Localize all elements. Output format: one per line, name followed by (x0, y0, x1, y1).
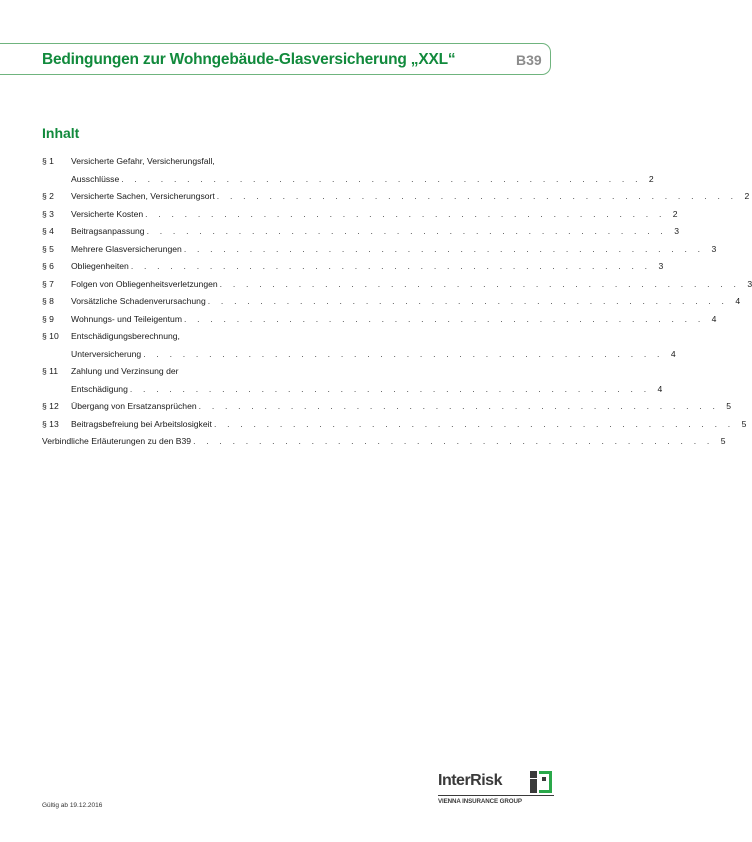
toc-section-title: Versicherte Sachen, Versicherungsort (71, 191, 215, 201)
document-code: B39 (516, 52, 542, 68)
toc-leader-dots: . . . . . . . . . . . . . . . . . . . . . . . . . . . . . . . . . . . . . . . . (183, 243, 705, 254)
toc-leader-dots: . . . . . . . . . . . . . . . . . . . . . . . . . . . . . . . . . . . . . . . . (184, 313, 705, 324)
toc-entry (42, 311, 717, 329)
toc-entry (42, 328, 676, 363)
toc-section-number: § 12 (42, 401, 59, 411)
logo-wordmark: InterRisk (438, 772, 502, 789)
toc-leader-dots: . . . . . . . . . . . . . . . . . . . . . . . . . . . . . . . . . . . . . . . . (146, 226, 667, 236)
toc-section-title: Zahlung und Verzinsung der (71, 366, 179, 376)
table-of-contents (42, 153, 752, 451)
toc-page-number: 4 (670, 348, 676, 359)
toc-entry (42, 153, 654, 188)
toc-section-title: Wohnungs- und Teileigentum (71, 313, 182, 324)
toc-entry (42, 206, 678, 224)
toc-entry (42, 276, 752, 294)
toc-page-number: 4 (735, 296, 741, 306)
toc-entry (42, 293, 741, 311)
toc-page-number: 2 (744, 191, 750, 201)
toc-section-title: Beitragsbefreiung bei Arbeitslosigkeit (71, 418, 212, 429)
toc-section-title: Versicherte Kosten (71, 208, 144, 219)
toc-page-number: 3 (711, 243, 717, 254)
validity-date: Gültig ab 19.12.2016 (42, 802, 103, 809)
toc-leader-dots: . . . . . . . . . . . . . . . . . . . . . . . . . . . . . . . . . . . . . . . . (143, 348, 664, 359)
toc-section-number: § 10 (42, 331, 59, 341)
toc-entry (42, 416, 747, 434)
toc-entry (42, 433, 726, 451)
toc-section-number: § 9 (42, 313, 54, 324)
toc-section-title-continued: Ausschlüsse (71, 173, 120, 184)
toc-page-number: 3 (747, 278, 752, 289)
toc-section-title: Obliegenheiten (71, 261, 129, 271)
toc-section-title: Versicherte Gefahr, Versicherungsfall, (71, 156, 215, 166)
toc-entry (42, 398, 732, 416)
toc-section-number: § 11 (42, 366, 59, 376)
toc-leader-dots: . . . . . . . . . . . . . . . . . . . . . . . . . . . . . . . . . . . . . . . . (213, 418, 735, 429)
toc-leader-dots: . . . . . . . . . . . . . . . . . . . . . . . . . . . . . . . . . . . . . . . . (198, 401, 720, 411)
toc-section-title: Entschädigungsberechnung, (71, 331, 180, 341)
toc-entry (42, 363, 663, 398)
toc-leader-dots: . . . . . . . . . . . . . . . . . . . . . . . . . . . . . . . . . . . . . . . . (121, 173, 642, 184)
toc-page-number: 3 (658, 261, 664, 271)
toc-leader-dots: . . . . . . . . . . . . . . . . . . . . . . . . . . . . . . . . . . . . . . . . (219, 278, 741, 289)
interrisk-logo (438, 770, 554, 810)
toc-page-number: 2 (672, 208, 678, 219)
toc-entry (42, 258, 664, 276)
toc-entry (42, 188, 750, 206)
toc-section-number: § 8 (42, 296, 54, 306)
toc-heading: Inhalt (42, 125, 80, 141)
toc-leader-dots: . . . . . . . . . . . . . . . . . . . . . . . . . . . . . . . . . . . . . . . . (207, 296, 729, 306)
toc-section-number: § 2 (42, 191, 54, 201)
toc-section-title: Mehrere Glasversicherungen (71, 243, 182, 254)
toc-leader-dots: . . . . . . . . . . . . . . . . . . . . . . . . . . . . . . . . . . . . . . . . (193, 436, 714, 446)
toc-section-number: § 4 (42, 226, 54, 236)
toc-leader-dots: . . . . . . . . . . . . . . . . . . . . . . . . . . . . . . . . . . . . . . . . (130, 261, 652, 271)
document-title: Bedingungen zur Wohngebäude-Glasversicherung „XXL“ (42, 51, 456, 68)
logo-divider (438, 795, 554, 796)
toc-section-number: § 3 (42, 208, 54, 219)
toc-section-title: Vorsätzliche Schadenverursachung (71, 296, 206, 306)
toc-section-title: Beitragsanpassung (71, 226, 145, 236)
toc-leader-dots: . . . . . . . . . . . . . . . . . . . . . . . . . . . . . . . . . . . . . . . . (145, 208, 666, 219)
toc-page-number: 4 (711, 313, 717, 324)
toc-section-number: § 7 (42, 278, 54, 289)
toc-page-number: 5 (720, 436, 726, 446)
toc-section-number: § 13 (42, 418, 59, 429)
logo-tagline: VIENNA INSURANCE GROUP (438, 798, 522, 805)
toc-page-number: 4 (657, 383, 663, 394)
toc-entry (42, 241, 717, 259)
toc-leader-dots: . . . . . . . . . . . . . . . . . . . . . . . . . . . . . . . . . . . . . . . . (129, 383, 651, 394)
toc-section-number: § 5 (42, 243, 54, 254)
toc-page-number: 3 (674, 226, 679, 236)
toc-page-number: 5 (741, 418, 747, 429)
toc-page-number: 5 (726, 401, 732, 411)
toc-section-title: Folgen von Obliegenheitsverletzungen (71, 278, 218, 289)
toc-section-title: Übergang von Ersatzansprüchen (71, 401, 197, 411)
toc-section-number: § 1 (42, 156, 54, 166)
toc-section-number: § 6 (42, 261, 54, 271)
toc-section-title-continued: Entschädigung (71, 383, 128, 394)
toc-section-title: Verbindliche Erläuterungen zu den B39 (42, 436, 192, 446)
logo-mark-icon (530, 771, 554, 793)
toc-section-title-continued: Unterversicherung (71, 348, 142, 359)
toc-page-number: 2 (648, 173, 654, 184)
toc-leader-dots: . . . . . . . . . . . . . . . . . . . . . . . . . . . . . . . . . . . . . . . . (216, 191, 738, 201)
toc-entry (42, 223, 679, 241)
